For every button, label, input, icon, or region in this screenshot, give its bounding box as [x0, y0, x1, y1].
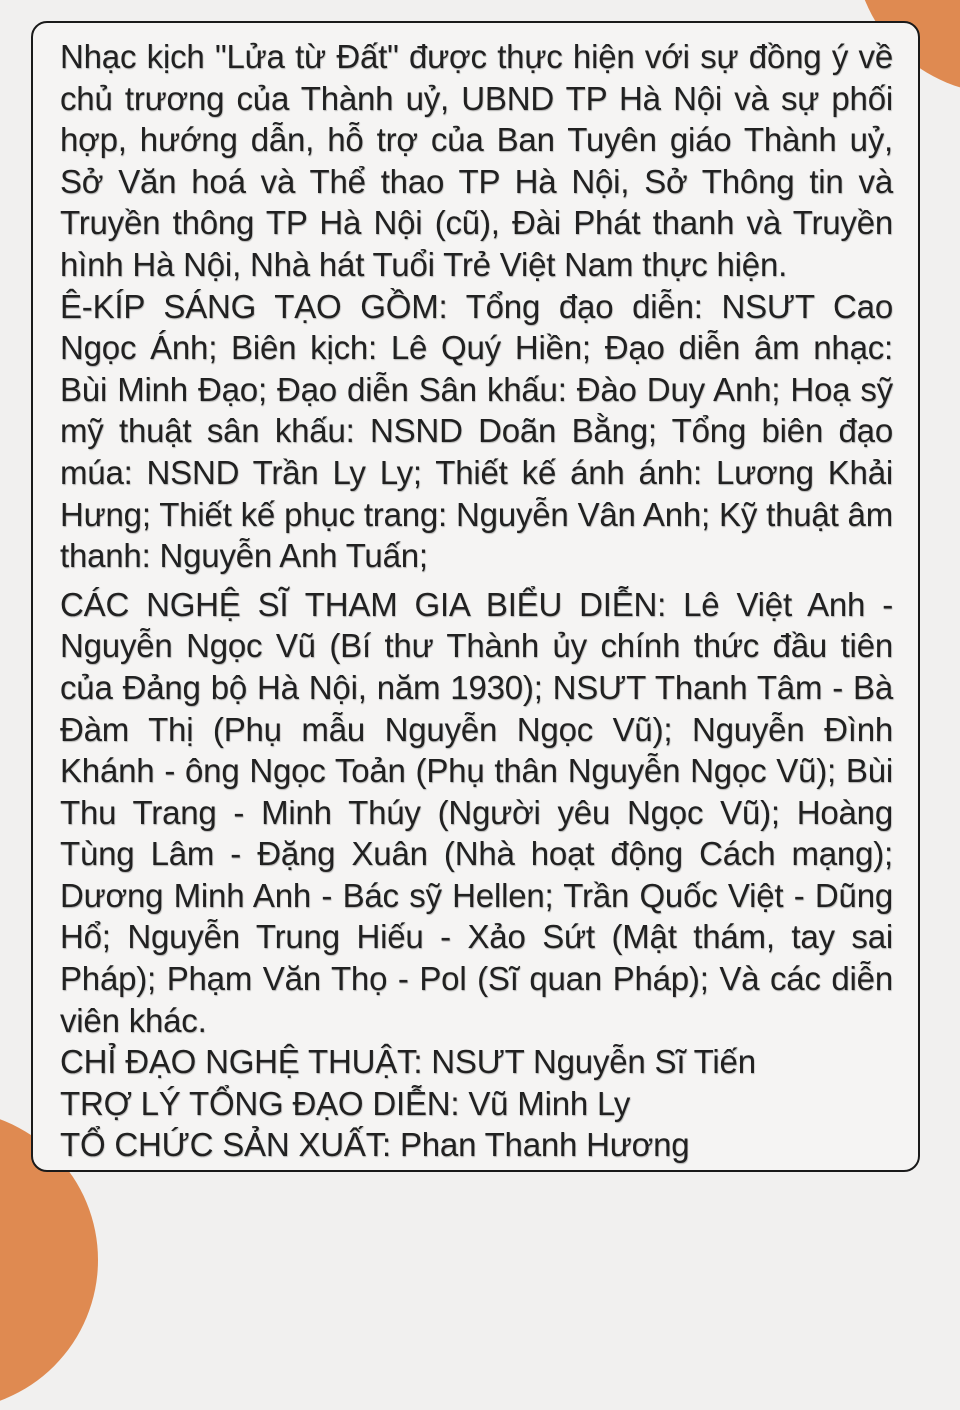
art-direction-credit: CHỈ ĐẠO NGHỆ THUẬT: NSƯT Nguyễn Sĩ Tiến — [60, 1043, 756, 1081]
creative-team-paragraph: Ê-KÍP SÁNG TẠO GỒM: Tổng đạo diễn: NSƯT Cao Ngọc Ánh; Biên kịch: Lê Quý Hiền; Đạo diễn âm nhạc: Bùi Minh Đạo; Đạo diễn Sân khấu: Đào Duy Anh; Hoạ sỹ mỹ thuật sân khấu: NSND Doãn Bằng; Tổng biên đạo múa: NSND Trần Ly Ly; Thiết kế ánh ánh: Lương Khải Hưng; Thiết kế phục trang: Nguyễn Vân Anh; Kỹ thuật âm thanh: Nguyễn Anh Tuấn; — [60, 287, 893, 575]
production-credit: TỔ CHỨC SẢN XUẤT: Phan Thanh Hương — [60, 1126, 690, 1164]
assistant-director-credit: TRỢ LÝ TỔNG ĐẠO DIỄN: Vũ Minh Ly — [60, 1084, 631, 1122]
credits-card — [31, 21, 920, 1172]
intro-paragraph: Nhạc kịch "Lửa từ Đất" được thực hiện với sự đồng ý về chủ trương của Thành uỷ, UBND TP Hà Nội và sự phối hợp, hướng dẫn, hỗ trợ của Ban Tuyên giáo Thành uỷ, Sở Văn hoá và Thể thao TP Hà Nội, Sở Thông tin và Truyền thông TP Hà Nội (cũ), Đài Phát thanh và Truyền hình Hà Nội, Nhà hát Tuổi Trẻ Việt Nam thực hiện. — [60, 38, 893, 283]
performers-paragraph: CÁC NGHỆ SĨ THAM GIA BIỂU DIỄN: Lê Việt Anh - Nguyễn Ngọc Vũ (Bí thư Thành ủy chính thức đầu tiên của Đảng bộ Hà Nội, năm 1930); NSƯT Thanh Tâm - Bà Đàm Thị (Phụ mẫu Nguyễn Ngọc Vũ); Nguyễn Đình Khánh - ông Ngọc Toản (Phụ thân Nguyễn Ngọc Vũ); Bùi Thu Trang - Minh Thúy (Người yêu Ngọc Vũ); Hoàng Tùng Lâm - Đặng Xuân (Nhà hoạt động Cách mạng); Dương Minh Anh - Bác sỹ Hellen; Trần Quốc Việt - Dũng Hổ; Nguyễn Trung Hiếu - Xảo Sứt (Mật thám, tay sai Pháp); Phạm Văn Thọ - Pol (Sĩ quan Pháp); Và các diễn viên khác. — [60, 585, 893, 1039]
